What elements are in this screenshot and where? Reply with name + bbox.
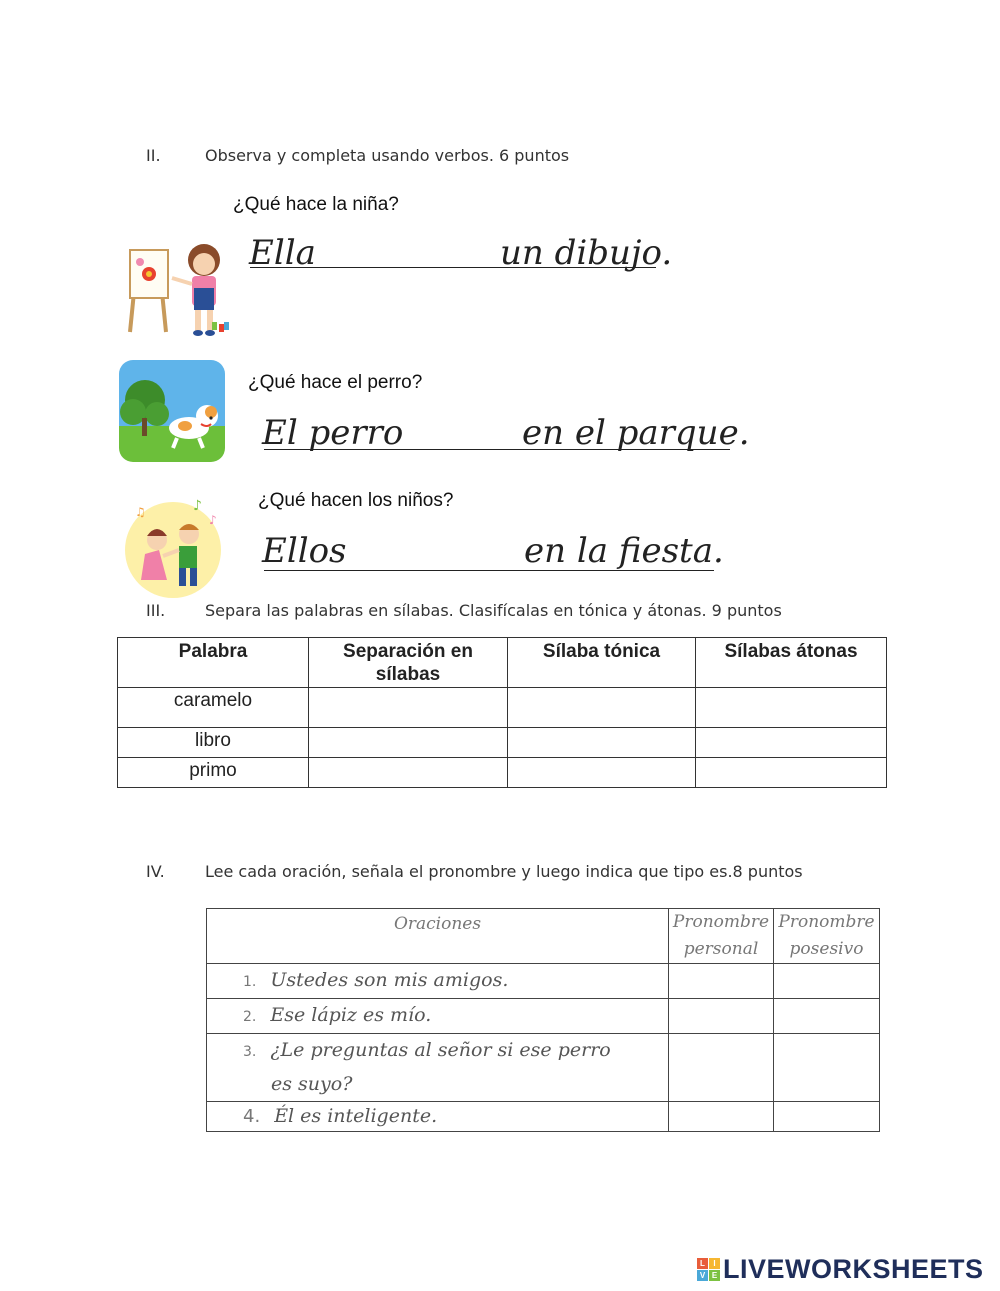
- sentence-3-number: 3.: [243, 1044, 257, 1060]
- cell-tonica-3[interactable]: [508, 757, 696, 787]
- cell-posesivo-2[interactable]: [774, 999, 880, 1034]
- logo-letter-l: L: [697, 1258, 708, 1269]
- sentence-1-number: 1.: [243, 974, 257, 990]
- sentence-1[interactable]: [207, 964, 669, 999]
- logo-letter-e: E: [709, 1270, 720, 1281]
- cell-personal-1[interactable]: [669, 964, 774, 999]
- cell-atonas-3[interactable]: [696, 757, 887, 787]
- section-3-number: III.: [146, 601, 166, 620]
- kids-dancing-image: [117, 490, 229, 602]
- section-3-instruction: Separa las palabras en sílabas. Clasifícalas en tónica y átonas. 9 puntos: [205, 601, 782, 620]
- header-posesivo-line2: posesivo: [789, 939, 864, 959]
- cell-separacion-2[interactable]: [309, 727, 508, 757]
- sentence-2-number: 2.: [243, 1009, 257, 1025]
- header-personal: [669, 909, 774, 964]
- svg-text:♪: ♪: [193, 498, 202, 514]
- cell-posesivo-1[interactable]: [774, 964, 880, 999]
- sentence-4-number: 4.: [243, 1106, 261, 1127]
- word-primo: primo: [118, 757, 309, 787]
- question-1: ¿Qué hace la niña?: [233, 194, 399, 215]
- header-personal-line1: Pronombre: [672, 912, 770, 932]
- section-2-number: II.: [146, 146, 161, 165]
- header-oraciones: Oraciones: [207, 909, 669, 964]
- syllable-table: [117, 637, 887, 788]
- sentence-4-text: Él es inteligente.: [274, 1105, 438, 1127]
- cell-separacion-3[interactable]: [309, 757, 508, 787]
- logo-letter-v: V: [697, 1270, 708, 1281]
- question-2: ¿Qué hace el perro?: [248, 372, 423, 393]
- question-3: ¿Qué hacen los niños?: [258, 490, 454, 511]
- sentence-2-text: Ese lápiz es mío.: [270, 1004, 432, 1026]
- logo-icon: [697, 1258, 720, 1281]
- pronoun-table: [206, 908, 880, 1132]
- liveworksheets-logo: [697, 1254, 984, 1284]
- answer-2-start: El perro: [262, 413, 404, 453]
- section-2-instruction: Observa y completa usando verbos. 6 puntos: [205, 146, 570, 165]
- answer-1-start: Ella: [249, 233, 316, 273]
- word-caramelo: caramelo: [118, 687, 309, 727]
- girl-painting-image: [120, 232, 230, 344]
- sentence-3-text-line2: es suyo?: [271, 1073, 353, 1095]
- cell-atonas-1[interactable]: [696, 687, 887, 727]
- answer-3-start: Ellos: [262, 531, 347, 571]
- cell-posesivo-3[interactable]: [774, 1034, 880, 1102]
- sentence-4[interactable]: [207, 1102, 669, 1132]
- header-posesivo: [774, 909, 880, 964]
- word-libro: libro: [118, 727, 309, 757]
- cell-tonica-2[interactable]: [508, 727, 696, 757]
- cell-tonica-1[interactable]: [508, 687, 696, 727]
- section-4-instruction: Lee cada oración, señala el pronombre y luego indica que tipo es.8 puntos: [205, 862, 803, 881]
- header-personal-line2: personal: [683, 939, 759, 959]
- sentence-3-text: ¿Le preguntas al señor si ese perro: [270, 1039, 611, 1061]
- answer-2-end: en el parque.: [522, 413, 750, 453]
- cell-personal-3[interactable]: [669, 1034, 774, 1102]
- cell-atonas-2[interactable]: [696, 727, 887, 757]
- answer-1-end: un dibujo.: [500, 233, 673, 273]
- svg-text:♪: ♪: [209, 513, 217, 527]
- dog-park-image: [119, 360, 225, 462]
- cell-personal-4[interactable]: [669, 1102, 774, 1132]
- cell-posesivo-4[interactable]: [774, 1102, 880, 1132]
- sentence-3[interactable]: [207, 1034, 669, 1102]
- sentence-2[interactable]: [207, 999, 669, 1034]
- header-separacion: Separación en sílabas: [309, 638, 508, 688]
- cell-separacion-1[interactable]: [309, 687, 508, 727]
- cell-personal-2[interactable]: [669, 999, 774, 1034]
- sentence-1-text: Ustedes son mis amigos.: [270, 969, 509, 991]
- section-4-number: IV.: [146, 862, 165, 881]
- header-tonica: Sílaba tónica: [508, 638, 696, 688]
- logo-letter-i: I: [709, 1258, 720, 1269]
- header-posesivo-line1: Pronombre: [778, 912, 875, 932]
- answer-3-end: en la fiesta.: [524, 531, 724, 571]
- logo-text: LIVEWORKSHEETS: [723, 1253, 984, 1284]
- svg-text:♫: ♫: [135, 505, 146, 519]
- header-palabra: Palabra: [118, 638, 309, 688]
- header-atonas: Sílabas átonas: [696, 638, 887, 688]
